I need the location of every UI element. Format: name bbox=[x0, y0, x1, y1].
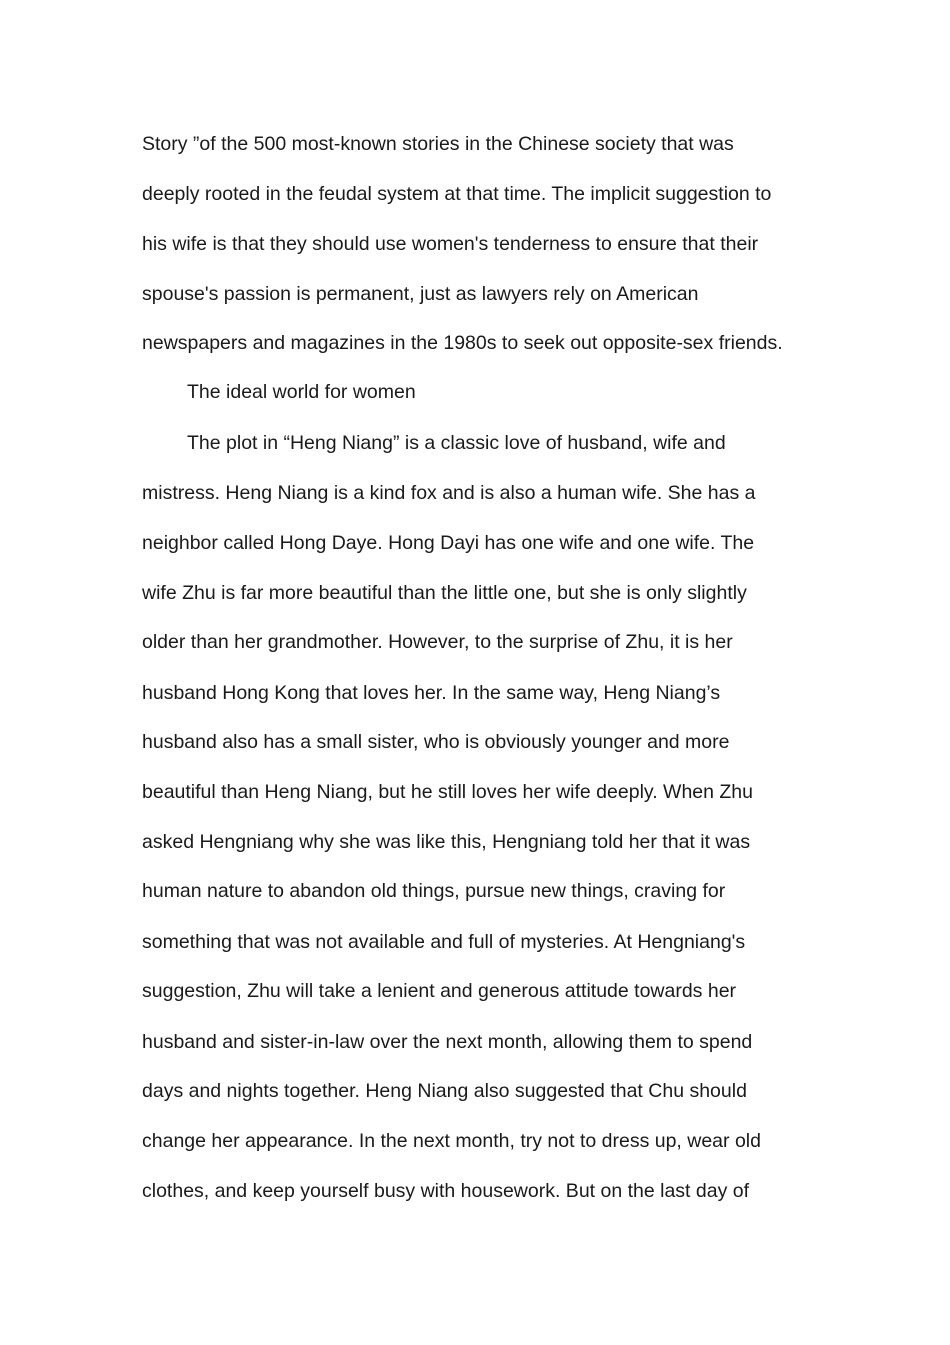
text-line: human nature to abandon old things, pursue new things, craving for bbox=[142, 880, 726, 902]
text-line: husband and sister-in-law over the next month, allowing them to spend bbox=[142, 1031, 753, 1053]
text-line: days and nights together. Heng Niang also suggested that Chu should bbox=[142, 1080, 747, 1102]
text-line: mistress. Heng Niang is a kind fox and is also a human wife. She has a bbox=[142, 482, 756, 504]
text-line: Story ”of the 500 most-known stories in the Chinese society that was bbox=[142, 133, 734, 155]
text-line: his wife is that they should use women's tenderness to ensure that their bbox=[142, 233, 759, 255]
text-line: neighbor called Hong Daye. Hong Dayi has one wife and one wife. The bbox=[142, 532, 755, 554]
text-line: beautiful than Heng Niang, but he still loves her wife deeply. When Zhu bbox=[142, 781, 753, 803]
text-line: suggestion, Zhu will take a lenient and generous attitude towards her bbox=[142, 980, 737, 1002]
text-line: clothes, and keep yourself busy with housework. But on the last day of bbox=[142, 1180, 750, 1202]
text-line: deeply rooted in the feudal system at that time. The implicit suggestion to bbox=[142, 183, 772, 205]
text-line: change her appearance. In the next month, try not to dress up, wear old bbox=[142, 1130, 761, 1152]
text-line: spouse's passion is permanent, just as lawyers rely on American bbox=[142, 283, 699, 305]
paragraph-first-line: The plot in “Heng Niang” is a classic love of husband, wife and bbox=[187, 432, 726, 454]
text-line: newspapers and magazines in the 1980s to seek out opposite-sex friends. bbox=[142, 332, 783, 354]
text-line: husband Hong Kong that loves her. In the same way, Heng Niang’s bbox=[142, 682, 721, 704]
text-line: wife Zhu is far more beautiful than the little one, but she is only slightly bbox=[142, 582, 747, 604]
section-heading: The ideal world for women bbox=[187, 381, 416, 403]
text-line: asked Hengniang why she was like this, Hengniang told her that it was bbox=[142, 831, 751, 853]
text-line: husband also has a small sister, who is obviously younger and more bbox=[142, 731, 730, 753]
text-line: older than her grandmother. However, to the surprise of Zhu, it is her bbox=[142, 631, 733, 653]
text-line: something that was not available and full of mysteries. At Hengniang's bbox=[142, 931, 746, 953]
